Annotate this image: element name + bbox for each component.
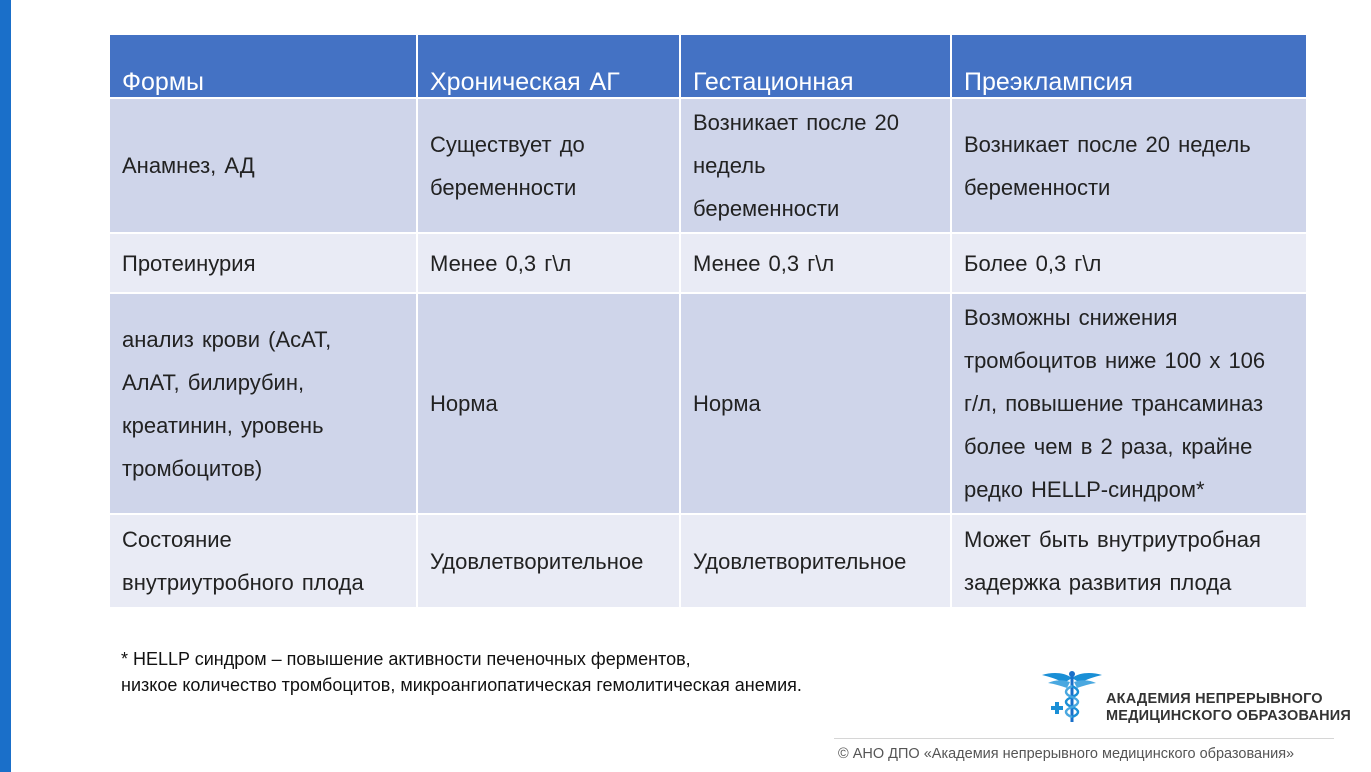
- cell-line: редко HELLP-синдром*: [964, 477, 1205, 502]
- comparison-table: [108, 33, 1308, 609]
- cell-gestational: [680, 293, 951, 514]
- cell-line: Менее 0,3 г\л: [693, 250, 835, 276]
- cell-line: беременности: [430, 174, 577, 200]
- cell-line: Протеинурия: [122, 250, 256, 276]
- cell-label: [109, 514, 417, 608]
- cell-line: Возникает после 20 недель: [964, 131, 1251, 157]
- logo-line: АКАДЕМИЯ НЕПРЕРЫВНОГО: [1106, 691, 1323, 707]
- cell-chronic: [417, 98, 680, 233]
- cell-line: Норма: [430, 391, 498, 416]
- cell-preeclampsia: [951, 514, 1307, 608]
- cell-line: Более 0,3 г\л: [964, 250, 1102, 276]
- cell-line: Удовлетворительное: [430, 548, 644, 574]
- header-gestational: Гестационная: [680, 34, 951, 98]
- table-row-proteinuria: [109, 233, 1307, 293]
- cell-chronic: [417, 293, 680, 514]
- cell-line: Существует до: [430, 131, 585, 157]
- cell-chronic: [417, 233, 680, 293]
- cell-line: беременности: [693, 196, 840, 221]
- cell-line: Удовлетворительное: [693, 548, 907, 574]
- logo-line: МЕДИЦИНСКОГО ОБРАЗОВАНИЯ: [1106, 708, 1351, 724]
- footnote-line: низкое количество тромбоцитов, микроангиопатическая гемолитическая анемия.: [121, 675, 802, 695]
- academy-logo: [1040, 666, 1351, 728]
- cell-gestational: [680, 98, 951, 233]
- divider: [834, 738, 1334, 739]
- cell-label: [109, 233, 417, 293]
- cell-line: более чем в 2 раза, крайне: [964, 434, 1253, 459]
- cell-preeclampsia: [951, 98, 1307, 233]
- header-forms: Формы: [109, 34, 417, 98]
- cell-line: АлАТ, билирубин,: [122, 369, 305, 395]
- comparison-table-container: [108, 33, 1306, 609]
- cell-line: Может быть внутриутробная: [964, 527, 1261, 552]
- cell-line: внутриутробного плода: [122, 570, 364, 595]
- cell-line: тромбоцитов): [122, 455, 263, 481]
- cell-line: Возникает после 20: [693, 110, 900, 135]
- cell-line: Состояние: [122, 527, 232, 552]
- cell-line: г/л, повышение трансаминаз: [964, 391, 1264, 416]
- cell-preeclampsia: [951, 293, 1307, 514]
- cell-gestational: [680, 514, 951, 608]
- cell-line: беременности: [964, 174, 1111, 200]
- cell-gestational: [680, 233, 951, 293]
- cell-preeclampsia: [951, 233, 1307, 293]
- cell-label: [109, 293, 417, 514]
- cell-chronic: [417, 514, 680, 608]
- cell-label: [109, 98, 417, 233]
- cell-line: Норма: [693, 391, 761, 416]
- cell-line: недель: [693, 153, 766, 178]
- left-accent-bar: [0, 0, 11, 772]
- cell-line: анализ крови (АсАТ,: [122, 326, 332, 352]
- table-header-row: [109, 34, 1307, 98]
- cell-line: креатинин, уровень: [122, 412, 324, 438]
- table-row-blood-test: [109, 293, 1307, 514]
- footnote: [121, 646, 802, 698]
- table-row-anamnesis: [109, 98, 1307, 233]
- footnote-line: * HELLP синдром – повышение активности печеночных ферментов,: [121, 649, 691, 669]
- header-preeclampsia: Преэклампсия: [951, 34, 1307, 98]
- cell-line: Анамнез, АД: [122, 153, 255, 178]
- copyright: © АНО ДПО «Академия непрерывного медицинского образования»: [838, 746, 1295, 762]
- logo-text: [1106, 691, 1351, 725]
- header-chronic: Хроническая АГ: [417, 34, 680, 98]
- cell-line: Возможны снижения: [964, 305, 1178, 330]
- cell-line: тромбоцитов ниже 100 х 106: [964, 348, 1266, 373]
- cell-line: Менее 0,3 г\л: [430, 250, 572, 276]
- cell-line: задержка развития плода: [964, 570, 1232, 595]
- caduceus-icon: [1040, 666, 1104, 728]
- table-row-fetal-state: [109, 514, 1307, 608]
